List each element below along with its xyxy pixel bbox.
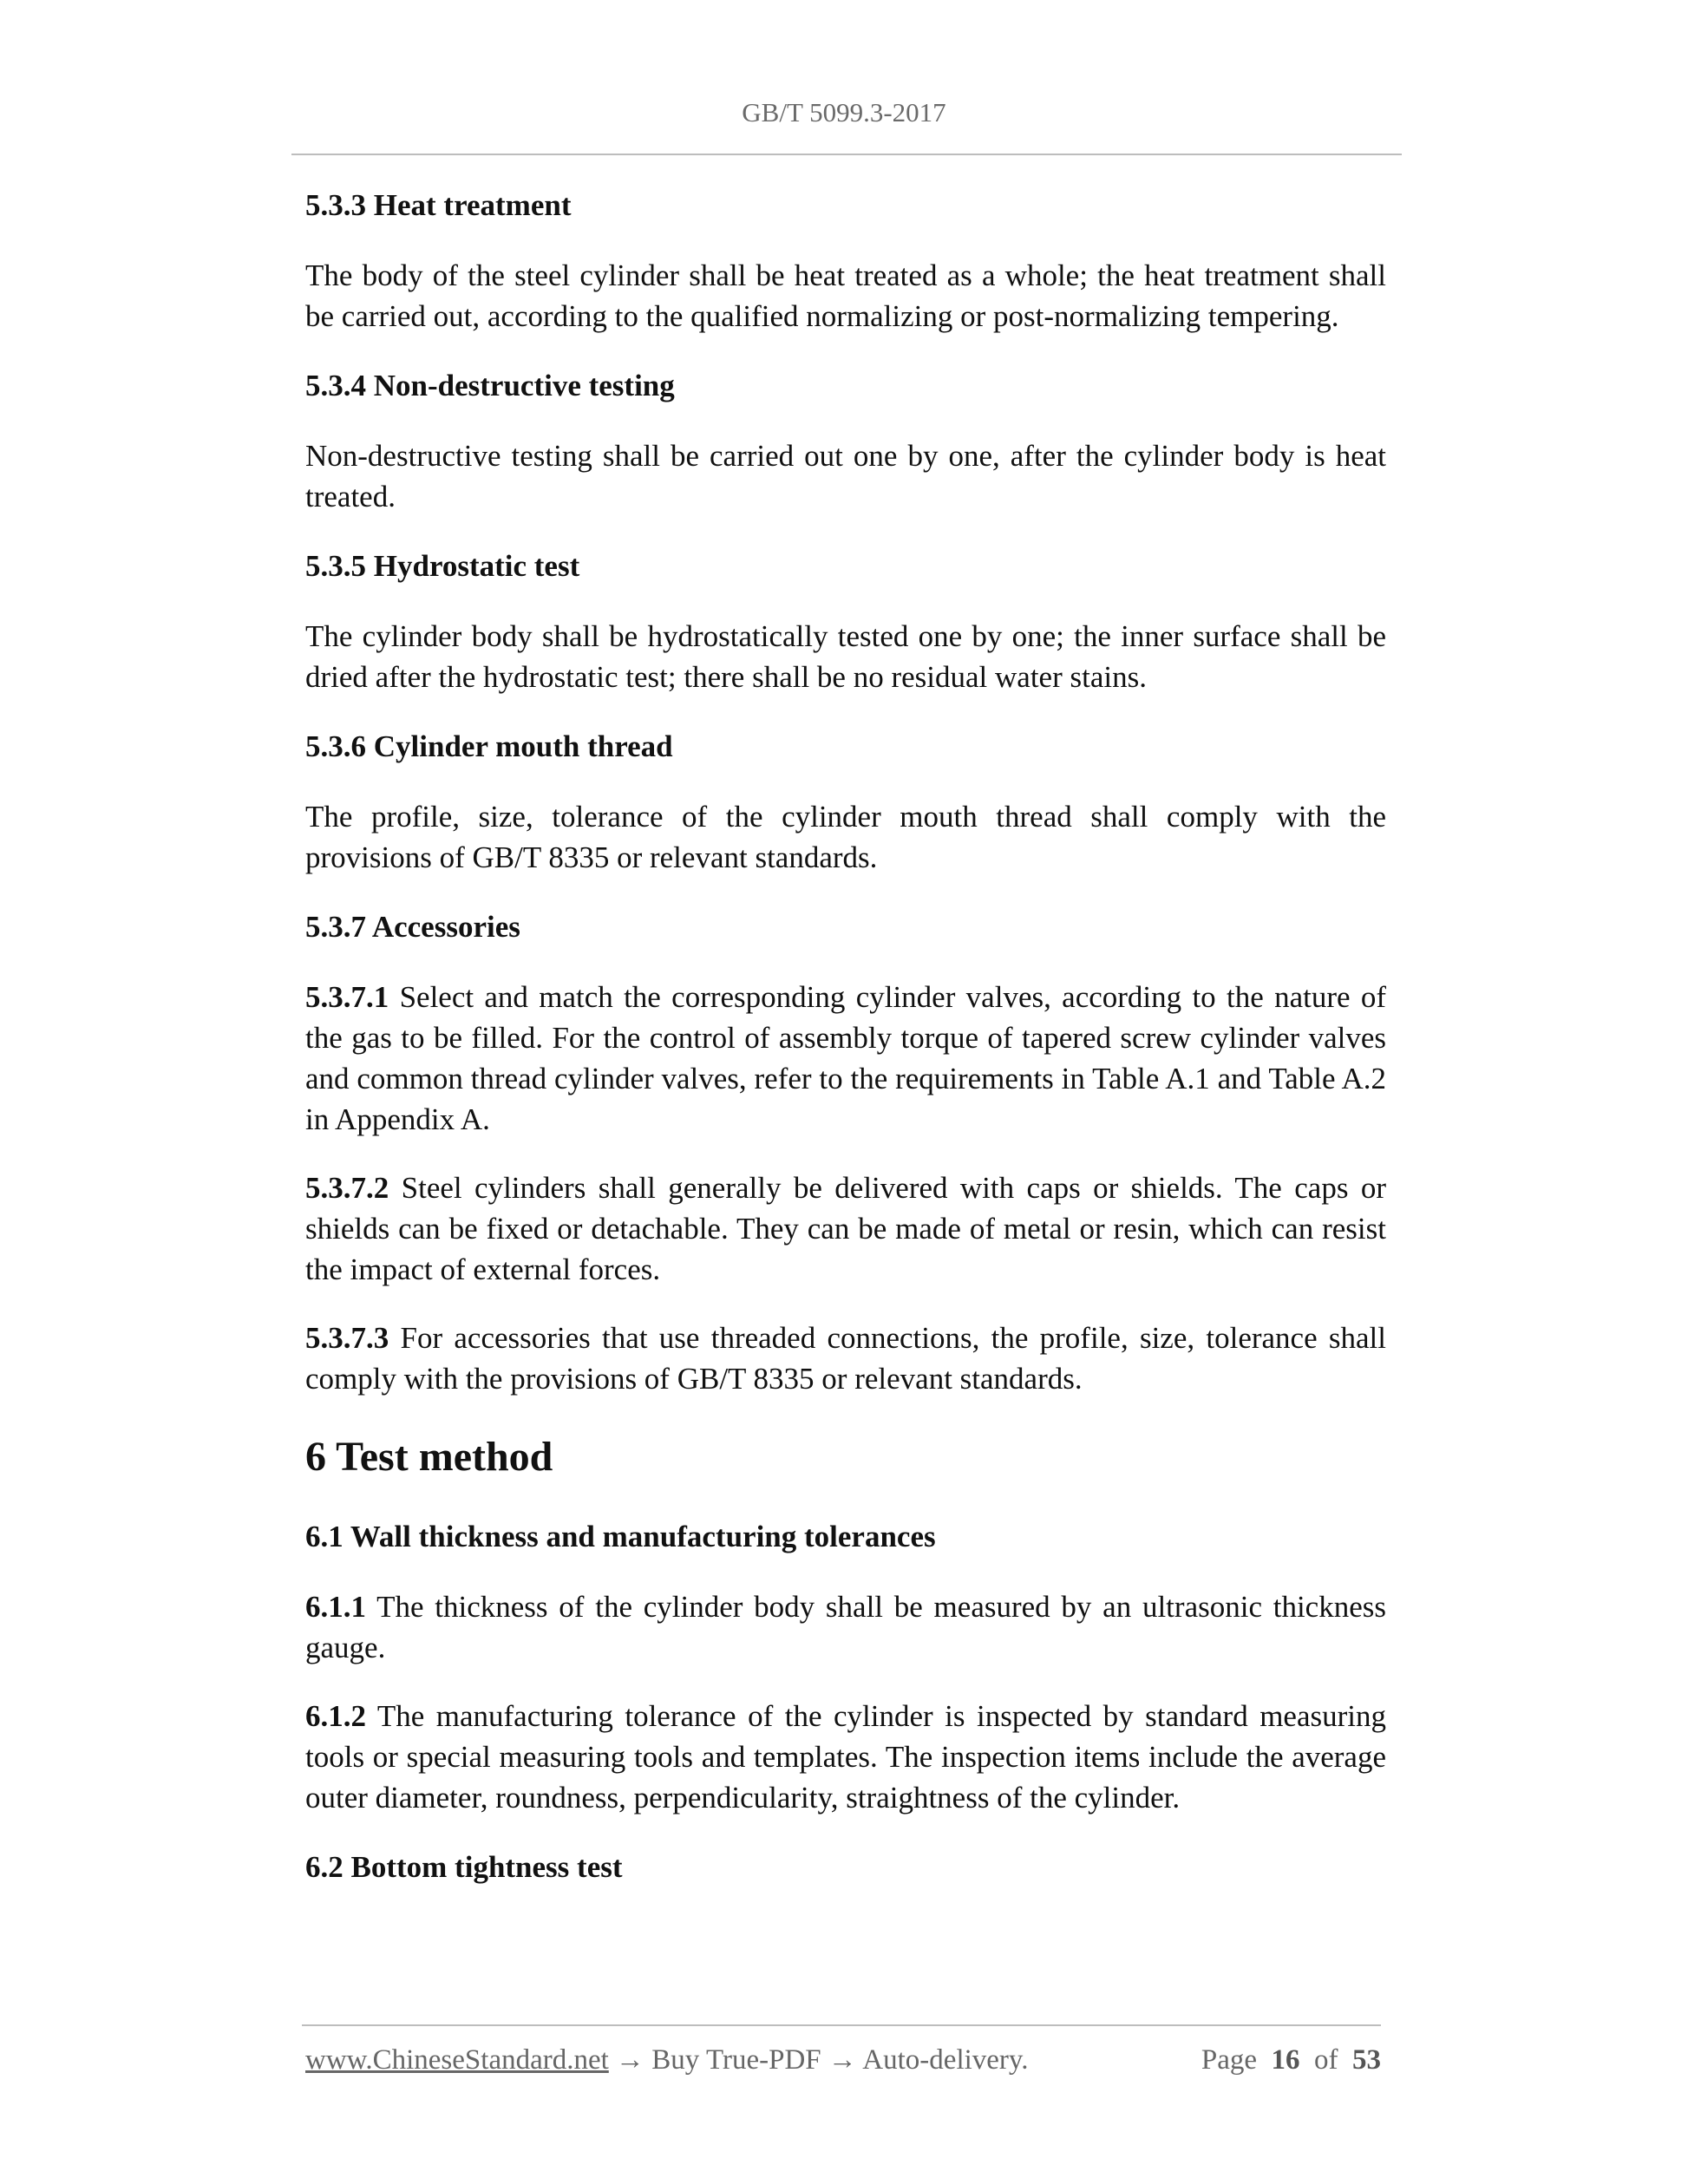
clause-text: Steel cylinders shall generally be delivered with caps or shields. The caps or shields can be fixed or detachable. They can be made of metal or resin, which can resist the impact of external forces. <box>305 1171 1386 1286</box>
header-divider <box>291 154 1402 155</box>
section-text-5-3-6: The profile, size, tolerance of the cylinder mouth thread shall comply with the provisions of GB/T 8335 or relevant standards. <box>305 800 1386 874</box>
section-text-5-3-4: Non-destructive testing shall be carried out one by one, after the cylinder body is heat treated. <box>305 439 1386 513</box>
promo-text: → Buy True-PDF → Auto-delivery. <box>608 2044 1029 2076</box>
page-content <box>305 184 1386 1917</box>
running-header: GB/T 5099.3-2017 <box>742 97 946 128</box>
page-footer <box>305 2044 1381 2084</box>
clause-6-1-1 <box>305 1586 1386 1668</box>
clause-number: 6.1.2 <box>305 1699 366 1733</box>
section-heading-5-3-7: 5.3.7 Accessories <box>305 910 520 944</box>
clause-5-3-7-3 <box>305 1318 1386 1399</box>
section-text-5-3-3: The body of the steel cylinder shall be heat treated as a whole; the heat treatment shall be carried out, according to the qualified normalizing or post-normalizing tempering. <box>305 258 1386 333</box>
website-link[interactable]: www.ChineseStandard.net <box>305 2044 609 2076</box>
chapter-heading-6: 6 Test method <box>305 1434 553 1480</box>
section-heading-6-1: 6.1 Wall thickness and manufacturing tolerances <box>305 1520 936 1553</box>
section-heading-5-3-5: 5.3.5 Hydrostatic test <box>305 549 580 583</box>
section-heading-6-2: 6.2 Bottom tightness test <box>305 1850 623 1884</box>
clause-text: Select and match the corresponding cylinder valves, according to the nature of the gas to be filled. For the control of assembly torque of tapered screw cylinder valves and common thread cylinder valves, refer to the requirements in Table A.1 and Table A.2 in Appendix A. <box>305 980 1386 1136</box>
clause-6-1-2 <box>305 1696 1386 1818</box>
page-label: Page <box>1201 2044 1257 2076</box>
footer-promo <box>305 2044 1029 2076</box>
clause-number: 6.1.1 <box>305 1590 366 1624</box>
footer-divider <box>302 2024 1381 2026</box>
page-indicator <box>1201 2044 1381 2076</box>
clause-number: 5.3.7.3 <box>305 1321 389 1355</box>
page-total: 53 <box>1352 2044 1381 2076</box>
section-heading-5-3-3: 5.3.3 Heat treatment <box>305 188 572 222</box>
clause-number: 5.3.7.2 <box>305 1171 389 1205</box>
section-heading-5-3-4: 5.3.4 Non-destructive testing <box>305 369 675 402</box>
section-text-5-3-5: The cylinder body shall be hydrostatically tested one by one; the inner surface shall be dried after the hydrostatic test; there shall be no residual water stains. <box>305 619 1386 694</box>
clause-5-3-7-1 <box>305 977 1386 1140</box>
clause-text: The thickness of the cylinder body shall be measured by an ultrasonic thickness gauge. <box>305 1590 1386 1664</box>
of-label: of <box>1314 2044 1338 2076</box>
clause-text: The manufacturing tolerance of the cylinder is inspected by standard measuring tools or special measuring tools and templates. The inspection items include the average outer diameter, roundness, perpendicularity, straightness of the cylinder. <box>305 1699 1386 1815</box>
page-number: 16 <box>1271 2044 1300 2076</box>
clause-number: 5.3.7.1 <box>305 980 389 1014</box>
clause-5-3-7-2 <box>305 1167 1386 1290</box>
section-heading-5-3-6: 5.3.6 Cylinder mouth thread <box>305 729 673 763</box>
clause-text: For accessories that use threaded connections, the profile, size, tolerance shall comply with the provisions of GB/T 8335 or relevant standards. <box>305 1321 1386 1396</box>
